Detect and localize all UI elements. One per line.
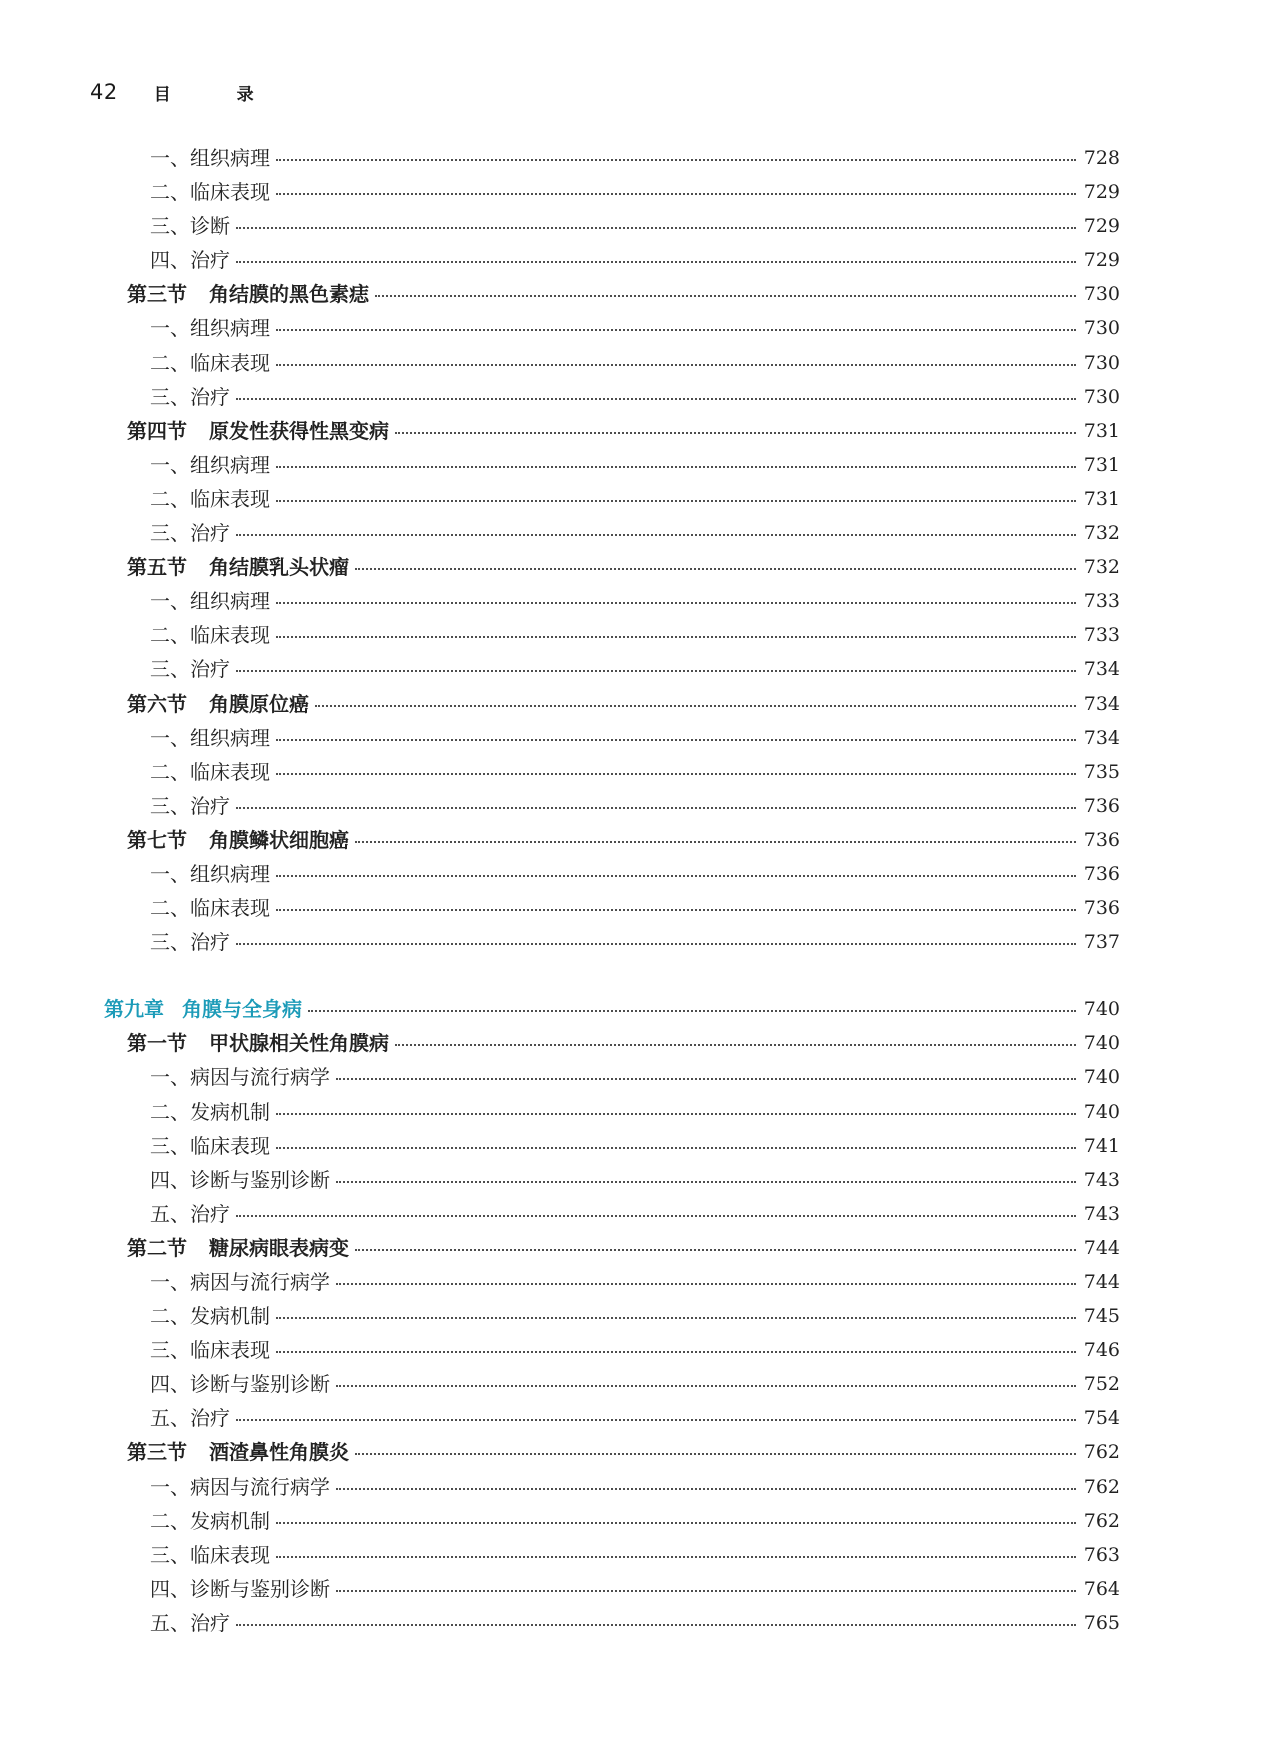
toc-dot-leader xyxy=(236,943,1076,945)
toc-dot-leader xyxy=(276,1522,1076,1524)
toc-entry-page: 733 xyxy=(1083,624,1120,647)
toc-entry-page: 729 xyxy=(1083,215,1120,238)
toc-dot-leader xyxy=(236,1624,1076,1626)
toc-entry-title xyxy=(150,1163,330,1197)
toc-entry-text: 三、诊断 xyxy=(150,214,230,239)
toc-entry-text: 四、诊断与鉴别诊断 xyxy=(150,1576,330,1601)
toc-entry-title xyxy=(150,1060,330,1094)
toc-entry-text: 四、诊断与鉴别诊断 xyxy=(150,1167,330,1192)
toc-entry-page: 740 xyxy=(1083,1032,1120,1055)
toc-entry-item[interactable] xyxy=(0,448,1280,482)
toc-entry-title xyxy=(150,891,270,925)
toc-entry-item[interactable] xyxy=(0,721,1280,755)
toc-entry-item[interactable] xyxy=(0,516,1280,550)
toc-entry-section[interactable] xyxy=(0,1231,1280,1265)
toc-entry-section[interactable] xyxy=(0,1435,1280,1469)
toc-dot-leader xyxy=(355,568,1076,570)
toc-dot-leader xyxy=(236,261,1076,263)
toc-entry-text: 糖尿病眼表病变 xyxy=(209,1235,349,1260)
toc-spacer xyxy=(0,959,1280,992)
toc-entry-page: 736 xyxy=(1083,794,1120,817)
toc-entry-title xyxy=(150,925,230,959)
toc-dot-leader xyxy=(276,500,1076,502)
toc-entry-number: 第一节 xyxy=(127,1031,187,1056)
toc-entry-page: 731 xyxy=(1083,453,1120,476)
toc-dot-leader xyxy=(395,432,1076,434)
toc-entry-text: 角膜鳞状细胞癌 xyxy=(209,827,349,852)
toc-entry-number: 第五节 xyxy=(127,555,187,580)
toc-entry-item[interactable] xyxy=(0,141,1280,175)
toc-entry-item[interactable] xyxy=(0,891,1280,925)
toc-entry-item[interactable] xyxy=(0,584,1280,618)
toc-dot-leader xyxy=(276,875,1076,877)
toc-entry-text: 二、临床表现 xyxy=(150,623,270,648)
toc-entry-page: 732 xyxy=(1083,556,1120,579)
toc-entry-page: 736 xyxy=(1083,897,1120,920)
toc-entry-title xyxy=(150,1333,270,1367)
toc-entry-title xyxy=(150,482,270,516)
page-number: 42 xyxy=(90,80,118,104)
toc-dot-leader xyxy=(236,670,1076,672)
toc-entry-text: 一、病因与流行病学 xyxy=(150,1474,330,1499)
toc-entry-page: 746 xyxy=(1083,1339,1120,1362)
toc-entry-item[interactable] xyxy=(0,175,1280,209)
toc-entry-page: 736 xyxy=(1083,828,1120,851)
toc-entry-page: 734 xyxy=(1083,726,1120,749)
toc-entry-section[interactable] xyxy=(0,550,1280,584)
toc-entry-item[interactable] xyxy=(0,1538,1280,1572)
toc-dot-leader xyxy=(236,398,1076,400)
toc-entry-page: 731 xyxy=(1083,419,1120,442)
toc-entry-title xyxy=(150,311,270,345)
toc-entry-number: 第七节 xyxy=(127,827,187,852)
toc-entry-item[interactable] xyxy=(0,1299,1280,1333)
toc-entry-title xyxy=(127,823,349,857)
table-of-contents xyxy=(0,141,1280,1640)
toc-dot-leader xyxy=(276,1113,1076,1115)
toc-entry-page: 743 xyxy=(1083,1168,1120,1191)
toc-entry-item[interactable] xyxy=(0,789,1280,823)
toc-entry-text: 二、临床表现 xyxy=(150,350,270,375)
running-head xyxy=(90,74,284,110)
toc-entry-text: 五、治疗 xyxy=(150,1201,230,1226)
toc-entry-text: 二、发病机制 xyxy=(150,1508,270,1533)
toc-entry-title xyxy=(150,141,270,175)
toc-entry-section[interactable] xyxy=(0,414,1280,448)
toc-entry-title xyxy=(127,277,369,311)
toc-entry-title xyxy=(150,1504,270,1538)
toc-dot-leader xyxy=(276,602,1076,604)
toc-dot-leader xyxy=(276,1351,1076,1353)
toc-entry-title xyxy=(150,1572,330,1606)
toc-entry-number: 第四节 xyxy=(127,418,187,443)
toc-dot-leader xyxy=(375,295,1076,297)
toc-entry-title xyxy=(150,175,270,209)
toc-dot-leader xyxy=(355,841,1076,843)
toc-entry-text: 一、组织病理 xyxy=(150,589,270,614)
toc-entry-title xyxy=(150,1265,330,1299)
toc-entry-title xyxy=(150,652,230,686)
toc-dot-leader xyxy=(276,1317,1076,1319)
toc-entry-text: 二、临床表现 xyxy=(150,896,270,921)
toc-entry-title xyxy=(104,992,302,1026)
toc-entry-item[interactable] xyxy=(0,1367,1280,1401)
toc-entry-page: 729 xyxy=(1083,181,1120,204)
toc-entry-title xyxy=(127,1231,349,1265)
toc-entry-page: 734 xyxy=(1083,692,1120,715)
toc-entry-item[interactable] xyxy=(0,482,1280,516)
toc-entry-page: 752 xyxy=(1083,1373,1120,1396)
toc-entry-item[interactable] xyxy=(0,755,1280,789)
toc-entry-text: 一、组织病理 xyxy=(150,861,270,886)
toc-entry-text: 二、发病机制 xyxy=(150,1304,270,1329)
toc-entry-page: 745 xyxy=(1083,1305,1120,1328)
toc-entry-text: 五、治疗 xyxy=(150,1610,230,1635)
toc-entry-item[interactable] xyxy=(0,1606,1280,1640)
toc-dot-leader xyxy=(395,1044,1076,1046)
toc-entry-item[interactable] xyxy=(0,209,1280,243)
toc-entry-title xyxy=(150,209,230,243)
toc-entry-item[interactable] xyxy=(0,1401,1280,1435)
toc-entry-item[interactable] xyxy=(0,380,1280,414)
toc-entry-page: 754 xyxy=(1083,1407,1120,1430)
toc-entry-page: 762 xyxy=(1083,1441,1120,1464)
toc-entry-title xyxy=(127,1026,389,1060)
toc-entry-text: 角结膜的黑色素痣 xyxy=(209,282,369,307)
toc-entry-text: 甲状腺相关性角膜病 xyxy=(209,1031,389,1056)
toc-entry-text: 三、治疗 xyxy=(150,521,230,546)
toc-entry-text: 一、组织病理 xyxy=(150,452,270,477)
toc-dot-leader xyxy=(236,1215,1076,1217)
toc-entry-title xyxy=(150,346,270,380)
toc-dot-leader xyxy=(236,534,1076,536)
toc-dot-leader xyxy=(276,466,1076,468)
toc-entry-item[interactable] xyxy=(0,1095,1280,1129)
toc-entry-text: 二、临床表现 xyxy=(150,486,270,511)
toc-entry-page: 743 xyxy=(1083,1202,1120,1225)
toc-entry-page: 765 xyxy=(1083,1611,1120,1634)
toc-entry-text: 五、治疗 xyxy=(150,1406,230,1431)
toc-dot-leader xyxy=(308,1010,1076,1012)
toc-dot-leader xyxy=(276,909,1076,911)
toc-entry-page: 730 xyxy=(1083,317,1120,340)
toc-entry-title xyxy=(150,1470,330,1504)
toc-entry-number: 第三节 xyxy=(127,1440,187,1465)
toc-entry-item[interactable] xyxy=(0,1197,1280,1231)
toc-entry-page: 737 xyxy=(1083,931,1120,954)
toc-entry-page: 740 xyxy=(1083,1066,1120,1089)
toc-dot-leader xyxy=(236,807,1076,809)
toc-entry-text: 酒渣鼻性角膜炎 xyxy=(209,1440,349,1465)
toc-entry-title xyxy=(150,448,270,482)
toc-dot-leader xyxy=(336,1283,1076,1285)
toc-entry-text: 一、组织病理 xyxy=(150,146,270,170)
toc-entry-text: 三、临床表现 xyxy=(150,1133,270,1158)
toc-entry-item[interactable] xyxy=(0,1060,1280,1094)
toc-entry-page: 744 xyxy=(1083,1271,1120,1293)
toc-entry-text: 三、治疗 xyxy=(150,930,230,955)
toc-entry-item[interactable] xyxy=(0,1572,1280,1606)
toc-entry-page: 744 xyxy=(1083,1236,1120,1259)
toc-dot-leader xyxy=(276,1147,1076,1149)
toc-entry-text: 一、病因与流行病学 xyxy=(150,1065,330,1090)
toc-entry-item[interactable] xyxy=(0,346,1280,380)
toc-entry-title xyxy=(150,721,270,755)
toc-entry-title xyxy=(127,550,349,584)
toc-entry-page: 740 xyxy=(1083,998,1120,1021)
toc-entry-item[interactable] xyxy=(0,243,1280,277)
toc-entry-page: 732 xyxy=(1083,522,1120,545)
toc-entry-number: 第三节 xyxy=(127,282,187,307)
toc-entry-section[interactable] xyxy=(0,1026,1280,1060)
toc-dot-leader xyxy=(336,1385,1076,1387)
toc-entry-number: 第九章 xyxy=(104,997,164,1022)
toc-dot-leader xyxy=(336,1078,1076,1080)
toc-dot-leader xyxy=(236,227,1076,229)
toc-dot-leader xyxy=(276,739,1076,741)
toc-dot-leader xyxy=(336,1488,1076,1490)
toc-entry-item[interactable] xyxy=(0,1129,1280,1163)
toc-entry-page: 731 xyxy=(1083,487,1120,510)
toc-entry-page: 740 xyxy=(1083,1100,1120,1123)
toc-entry-text: 角结膜乳头状瘤 xyxy=(209,555,349,580)
toc-entry-title xyxy=(150,1197,230,1231)
toc-entry-text: 四、诊断与鉴别诊断 xyxy=(150,1372,330,1397)
toc-entry-title xyxy=(150,1367,330,1401)
toc-entry-text: 三、临床表现 xyxy=(150,1338,270,1363)
toc-entry-page: 741 xyxy=(1083,1134,1120,1157)
toc-entry-item[interactable] xyxy=(0,652,1280,686)
toc-dot-leader xyxy=(276,329,1076,331)
toc-entry-title xyxy=(150,755,270,789)
toc-entry-item[interactable] xyxy=(0,925,1280,959)
toc-entry-text: 一、组织病理 xyxy=(150,725,270,750)
toc-entry-item[interactable] xyxy=(0,1504,1280,1538)
running-head-title: 目 录 xyxy=(153,84,284,105)
toc-entry-title xyxy=(127,1435,349,1469)
toc-dot-leader xyxy=(315,705,1076,707)
toc-entry-text: 三、治疗 xyxy=(150,657,230,682)
toc-entry-text: 四、治疗 xyxy=(150,248,230,273)
toc-entry-title xyxy=(127,687,309,721)
toc-entry-section[interactable] xyxy=(0,687,1280,721)
toc-entry-page: 762 xyxy=(1083,1475,1120,1498)
toc-entry-title xyxy=(150,1095,270,1129)
toc-dot-leader xyxy=(276,193,1076,195)
toc-entry-item[interactable] xyxy=(0,1163,1280,1197)
toc-dot-leader xyxy=(236,1419,1076,1421)
toc-entry-item[interactable] xyxy=(0,857,1280,891)
toc-dot-leader xyxy=(276,1556,1076,1558)
toc-entry-title xyxy=(150,1401,230,1435)
toc-entry-section[interactable] xyxy=(0,277,1280,311)
toc-entry-text: 三、临床表现 xyxy=(150,1542,270,1567)
toc-dot-leader xyxy=(355,1249,1076,1251)
toc-dot-leader xyxy=(276,773,1076,775)
toc-entry-title xyxy=(150,1129,270,1163)
toc-entry-text: 原发性获得性黑变病 xyxy=(209,418,389,443)
toc-entry-text: 二、临床表现 xyxy=(150,180,270,205)
toc-entry-title xyxy=(150,789,230,823)
toc-entry-page: 735 xyxy=(1083,760,1120,783)
toc-entry-text: 二、临床表现 xyxy=(150,759,270,784)
toc-entry-title xyxy=(150,1538,270,1572)
toc-entry-chapter[interactable] xyxy=(0,992,1280,1026)
toc-dot-leader xyxy=(336,1181,1076,1183)
toc-entry-title xyxy=(150,618,270,652)
toc-entry-title xyxy=(150,516,230,550)
toc-entry-title xyxy=(150,584,270,618)
toc-dot-leader xyxy=(336,1590,1076,1592)
toc-entry-page: 763 xyxy=(1083,1543,1120,1566)
toc-entry-item[interactable] xyxy=(0,1470,1280,1504)
toc-entry-text: 一、病因与流行病学 xyxy=(150,1270,330,1294)
toc-dot-leader xyxy=(276,636,1076,638)
toc-entry-section[interactable] xyxy=(0,823,1280,857)
toc-entry-item[interactable] xyxy=(0,1265,1280,1299)
toc-entry-item[interactable] xyxy=(0,1333,1280,1367)
toc-entry-title xyxy=(150,1299,270,1333)
toc-entry-text: 角膜与全身病 xyxy=(182,997,302,1022)
toc-entry-page: 762 xyxy=(1083,1509,1120,1532)
toc-entry-title xyxy=(150,857,270,891)
toc-entry-page: 728 xyxy=(1083,147,1120,169)
toc-entry-number: 第六节 xyxy=(127,691,187,716)
toc-entry-title xyxy=(150,380,230,414)
toc-entry-page: 730 xyxy=(1083,351,1120,374)
toc-entry-number: 第二节 xyxy=(127,1235,187,1260)
toc-entry-item[interactable] xyxy=(0,311,1280,345)
toc-entry-title xyxy=(150,243,230,277)
toc-entry-text: 三、治疗 xyxy=(150,384,230,409)
toc-entry-page: 730 xyxy=(1083,283,1120,306)
toc-entry-page: 734 xyxy=(1083,658,1120,681)
toc-entry-text: 角膜原位癌 xyxy=(209,691,309,716)
toc-entry-page: 733 xyxy=(1083,590,1120,613)
toc-entry-page: 736 xyxy=(1083,862,1120,885)
toc-entry-text: 二、发病机制 xyxy=(150,1099,270,1124)
toc-dot-leader xyxy=(355,1453,1076,1455)
toc-dot-leader xyxy=(276,159,1076,161)
toc-entry-page: 729 xyxy=(1083,249,1120,272)
toc-entry-page: 764 xyxy=(1083,1577,1120,1600)
toc-entry-text: 三、治疗 xyxy=(150,793,230,818)
toc-entry-item[interactable] xyxy=(0,618,1280,652)
toc-entry-title xyxy=(127,414,389,448)
toc-dot-leader xyxy=(276,364,1076,366)
toc-entry-text: 一、组织病理 xyxy=(150,316,270,341)
toc-entry-page: 730 xyxy=(1083,385,1120,408)
toc-entry-title xyxy=(150,1606,230,1640)
